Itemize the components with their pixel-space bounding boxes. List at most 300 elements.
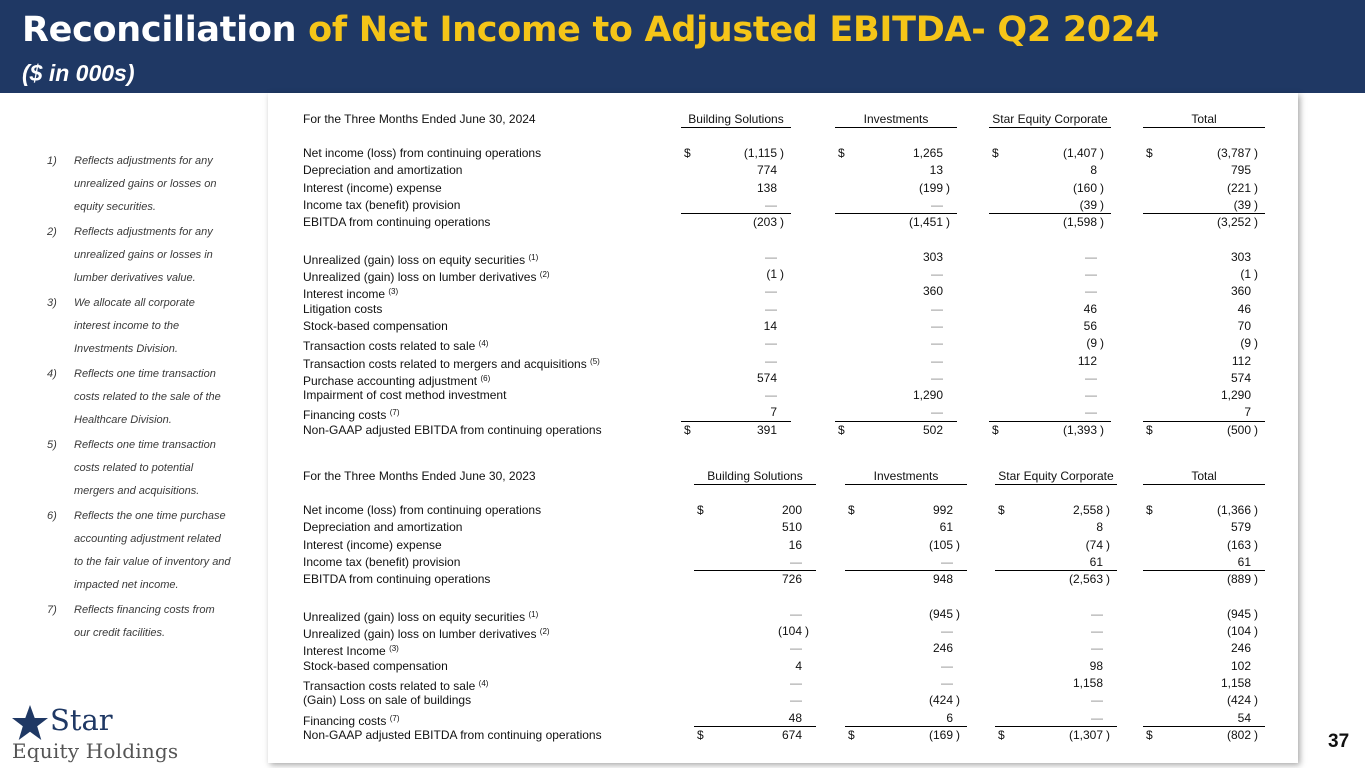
footnote-item bbox=[47, 221, 232, 290]
row-label: Interest (income) expense bbox=[303, 537, 442, 552]
value-cell bbox=[989, 301, 1111, 318]
cell-value: — bbox=[790, 693, 802, 708]
row-label: Unrealized (gain) loss on equity securities $^{(1)}$ bbox=[303, 609, 539, 624]
value-cell bbox=[995, 537, 1117, 554]
row-label: Non-GAAP adjusted EBITDA from continuing operations bbox=[303, 422, 602, 437]
currency-symbol: $ bbox=[838, 422, 845, 437]
cell-value: (105 bbox=[928, 537, 953, 552]
footnote-ref: (7) bbox=[389, 408, 400, 418]
cell-value: 70 bbox=[1237, 318, 1251, 333]
star-equity-logo bbox=[10, 703, 185, 765]
value-cell bbox=[1143, 606, 1265, 623]
cell-value: (163 bbox=[1226, 537, 1251, 552]
closing-paren: ) bbox=[1100, 336, 1104, 351]
row-label: Interest Income $^{(3)}$ bbox=[303, 644, 399, 659]
value-cell bbox=[681, 387, 791, 404]
cell-value: — bbox=[1085, 284, 1097, 299]
cell-value: (1,451 bbox=[908, 215, 943, 230]
table-row bbox=[303, 197, 1265, 214]
table-row bbox=[303, 502, 1265, 519]
table-row bbox=[303, 283, 1265, 300]
cell-value: 48 bbox=[788, 710, 802, 725]
value-cell bbox=[1143, 180, 1265, 197]
value-cell bbox=[681, 214, 791, 231]
cell-value: 54 bbox=[1237, 710, 1251, 725]
value-cell bbox=[694, 537, 816, 554]
currency-symbol: $ bbox=[992, 422, 999, 437]
cell-value: (424 bbox=[1226, 693, 1251, 708]
page-title-highlight: of Net Income to Adjusted EBITDA- Q2 2024 bbox=[308, 10, 1159, 50]
value-cell bbox=[845, 502, 967, 519]
cell-value: — bbox=[931, 370, 943, 385]
cell-value: 246 bbox=[932, 641, 953, 656]
table-row bbox=[303, 606, 1265, 623]
closing-paren: ) bbox=[1106, 537, 1110, 552]
cell-value: — bbox=[765, 388, 777, 403]
table-row bbox=[303, 387, 1265, 404]
value-cell bbox=[681, 145, 791, 162]
closing-paren: ) bbox=[1254, 503, 1258, 517]
cell-value: (169 bbox=[928, 727, 953, 742]
value-cell bbox=[681, 197, 791, 214]
footnote-item bbox=[47, 505, 232, 597]
row-label: Income tax (benefit) provision bbox=[303, 554, 461, 569]
closing-paren: ) bbox=[1254, 727, 1258, 742]
value-cell bbox=[835, 335, 957, 352]
period-label: For the Three Months Ended June 30, 2023 bbox=[303, 469, 536, 483]
cell-value: (104 bbox=[1226, 624, 1251, 639]
footnote-ref: (2) bbox=[539, 270, 550, 280]
closing-paren: ) bbox=[1100, 215, 1104, 230]
table-row bbox=[303, 554, 1265, 571]
closing-paren: ) bbox=[956, 693, 960, 708]
cell-value: (9 bbox=[1086, 336, 1097, 351]
closing-paren: ) bbox=[1106, 727, 1110, 742]
value-cell bbox=[989, 180, 1111, 197]
cell-value: — bbox=[765, 284, 777, 299]
cell-value: (1,393 bbox=[1062, 422, 1097, 437]
row-label: Stock-based compensation bbox=[303, 658, 448, 673]
value-cell bbox=[845, 623, 967, 640]
value-cell bbox=[681, 404, 791, 421]
footnote-text: Reflects adjustments for any unrealized gains or losses in lumber derivatives value. bbox=[74, 226, 213, 284]
currency-symbol: $ bbox=[1146, 146, 1153, 160]
cell-value: 1,158 bbox=[1072, 675, 1103, 690]
row-label: Litigation costs bbox=[303, 301, 383, 316]
cell-value: 98 bbox=[1089, 658, 1103, 673]
currency-symbol: $ bbox=[848, 503, 855, 517]
value-cell bbox=[681, 180, 791, 197]
cell-value: — bbox=[765, 301, 777, 316]
value-cell bbox=[995, 519, 1117, 536]
value-cell bbox=[1143, 710, 1265, 727]
column-header: Investments bbox=[835, 112, 957, 128]
cell-value: — bbox=[1091, 710, 1103, 725]
cell-value: (500 bbox=[1226, 422, 1251, 437]
value-cell bbox=[694, 519, 816, 536]
value-cell bbox=[1143, 502, 1265, 519]
reconciliation-panel bbox=[268, 93, 1298, 763]
value-cell bbox=[845, 675, 967, 692]
cell-value: — bbox=[790, 554, 802, 569]
value-cell bbox=[835, 387, 957, 404]
value-cell bbox=[1143, 370, 1265, 387]
cell-value: 56 bbox=[1083, 318, 1097, 333]
cell-value: (802 bbox=[1226, 727, 1251, 742]
closing-paren: ) bbox=[956, 606, 960, 621]
row-label: Income tax (benefit) provision bbox=[303, 197, 461, 212]
value-cell bbox=[681, 266, 791, 283]
cell-value: 138 bbox=[756, 180, 777, 195]
cell-value: — bbox=[931, 267, 943, 282]
value-cell bbox=[989, 335, 1111, 352]
logo-line-2: Equity Holdings bbox=[12, 739, 179, 763]
cell-value: — bbox=[1091, 641, 1103, 656]
closing-paren: ) bbox=[946, 180, 950, 195]
cell-value: (1,407 bbox=[1062, 146, 1097, 160]
cell-value: 1,265 bbox=[912, 146, 943, 160]
value-cell bbox=[995, 640, 1117, 657]
cell-value: 14 bbox=[763, 318, 777, 333]
cell-value: 2,558 bbox=[1072, 503, 1103, 517]
cell-value: — bbox=[931, 405, 943, 420]
value-cell bbox=[1143, 197, 1265, 214]
row-label: Non-GAAP adjusted EBITDA from continuing operations bbox=[303, 727, 602, 742]
footnote-number: 5) bbox=[47, 439, 57, 451]
cell-value: — bbox=[1085, 267, 1097, 282]
value-cell bbox=[681, 283, 791, 300]
cell-value: — bbox=[765, 249, 777, 264]
cell-value: — bbox=[790, 675, 802, 690]
closing-paren: ) bbox=[1254, 197, 1258, 212]
value-cell bbox=[845, 710, 967, 727]
cell-value: 1,290 bbox=[912, 388, 943, 403]
value-cell bbox=[681, 422, 791, 439]
value-cell bbox=[694, 675, 816, 692]
footnote-item bbox=[47, 292, 232, 361]
cell-value: (221 bbox=[1226, 180, 1251, 195]
cell-value: (945 bbox=[928, 606, 953, 621]
currency-symbol: $ bbox=[998, 503, 1005, 517]
star-icon bbox=[10, 703, 50, 743]
value-cell bbox=[694, 554, 816, 571]
cell-value: (3,787 bbox=[1216, 146, 1251, 160]
value-cell bbox=[989, 249, 1111, 266]
footnote-item bbox=[47, 363, 232, 432]
closing-paren: ) bbox=[1100, 197, 1104, 212]
value-cell bbox=[1143, 335, 1265, 352]
value-cell bbox=[1143, 145, 1265, 162]
cell-value: (1,598 bbox=[1062, 215, 1097, 230]
table-row bbox=[303, 145, 1265, 162]
table-row bbox=[303, 404, 1265, 421]
cell-value: 16 bbox=[788, 537, 802, 552]
page-subtitle: ($ in 000s) bbox=[22, 60, 135, 86]
value-cell bbox=[1143, 554, 1265, 571]
closing-paren: ) bbox=[1254, 693, 1258, 708]
value-cell bbox=[989, 214, 1111, 231]
row-label: Transaction costs related to mergers and acquisitions $^{(5)}$ bbox=[303, 356, 600, 371]
cell-value: 510 bbox=[781, 520, 802, 535]
cell-value: — bbox=[1091, 693, 1103, 708]
currency-symbol: $ bbox=[992, 146, 999, 160]
value-cell bbox=[995, 606, 1117, 623]
cell-value: (1 bbox=[1240, 267, 1251, 282]
value-cell bbox=[835, 370, 957, 387]
value-cell bbox=[1143, 283, 1265, 300]
row-label: Impairment of cost method investment bbox=[303, 388, 507, 403]
value-cell bbox=[845, 658, 967, 675]
footnote-item bbox=[47, 434, 232, 503]
row-label: Stock-based compensation bbox=[303, 318, 448, 333]
row-label: (Gain) Loss on sale of buildings bbox=[303, 693, 472, 708]
row-label: EBITDA from continuing operations bbox=[303, 572, 491, 587]
value-cell bbox=[835, 301, 957, 318]
cell-value: 360 bbox=[922, 284, 943, 299]
table-row bbox=[303, 353, 1265, 370]
closing-paren: ) bbox=[1254, 215, 1258, 230]
footnote-ref: (4) bbox=[478, 678, 489, 688]
value-cell bbox=[681, 162, 791, 179]
value-cell bbox=[995, 675, 1117, 692]
value-cell bbox=[1143, 640, 1265, 657]
row-label: Net income (loss) from continuing operations bbox=[303, 503, 542, 517]
cell-value: 726 bbox=[781, 572, 802, 587]
cell-value: 6 bbox=[946, 710, 953, 725]
value-cell bbox=[835, 318, 957, 335]
value-cell bbox=[1143, 571, 1265, 588]
value-cell bbox=[995, 692, 1117, 709]
cell-value: 579 bbox=[1230, 520, 1251, 535]
value-cell bbox=[694, 727, 816, 744]
cell-value: (1,115 bbox=[743, 146, 777, 160]
table-row bbox=[303, 318, 1265, 335]
cell-value: 502 bbox=[922, 422, 943, 437]
currency-symbol: $ bbox=[1146, 422, 1153, 437]
value-cell bbox=[835, 180, 957, 197]
value-cell bbox=[1143, 623, 1265, 640]
closing-paren: ) bbox=[1100, 422, 1104, 437]
cell-value: 674 bbox=[781, 727, 802, 742]
table-row bbox=[303, 266, 1265, 283]
page-title: Reconciliation of Net Income to Adjusted EBITDA- Q2 2024 bbox=[22, 10, 1159, 50]
closing-paren: ) bbox=[1254, 180, 1258, 195]
footnote-text: We allocate all corporate interest income to the Investments Division. bbox=[74, 297, 195, 355]
cell-value: — bbox=[931, 301, 943, 316]
cell-value: (39 bbox=[1079, 197, 1097, 212]
value-cell bbox=[835, 249, 957, 266]
footnote-ref: (3) bbox=[389, 644, 399, 654]
cell-value: (889 bbox=[1226, 572, 1251, 587]
footnote-item bbox=[47, 150, 232, 219]
closing-paren: ) bbox=[1100, 180, 1104, 195]
cell-value: 795 bbox=[1230, 163, 1251, 178]
cell-value: (424 bbox=[928, 693, 953, 708]
closing-paren: ) bbox=[805, 624, 809, 639]
footnote-ref: (3) bbox=[388, 287, 399, 297]
value-cell bbox=[835, 283, 957, 300]
logo-line-1: Star bbox=[50, 703, 113, 737]
value-cell bbox=[681, 370, 791, 387]
value-cell bbox=[1143, 537, 1265, 554]
cell-value: — bbox=[765, 336, 777, 351]
cell-value: 200 bbox=[781, 503, 802, 517]
closing-paren: ) bbox=[1254, 537, 1258, 552]
closing-paren: ) bbox=[780, 215, 784, 230]
cell-value: (199 bbox=[918, 180, 943, 195]
closing-paren: ) bbox=[1254, 606, 1258, 621]
cell-value: — bbox=[1085, 388, 1097, 403]
closing-paren: ) bbox=[780, 146, 784, 160]
value-cell bbox=[1143, 404, 1265, 421]
cell-value: — bbox=[765, 197, 777, 212]
value-cell bbox=[681, 353, 791, 370]
value-cell bbox=[694, 623, 816, 640]
column-header: Star Equity Corporate bbox=[995, 469, 1117, 485]
table-row bbox=[303, 180, 1265, 197]
table-row bbox=[303, 658, 1265, 675]
currency-symbol: $ bbox=[697, 727, 704, 742]
footnote-text: Reflects the one time purchase accounting adjustment related to the fair value of inventory and impacted net income. bbox=[74, 510, 231, 591]
cell-value: 7 bbox=[1244, 405, 1251, 420]
value-cell bbox=[989, 266, 1111, 283]
currency-symbol: $ bbox=[998, 727, 1005, 742]
cell-value: 360 bbox=[1230, 284, 1251, 299]
currency-symbol: $ bbox=[1146, 503, 1153, 517]
value-cell bbox=[989, 370, 1111, 387]
table-row bbox=[303, 571, 1265, 588]
title-banner bbox=[0, 0, 1365, 93]
spacer-row bbox=[303, 231, 1265, 248]
closing-paren: ) bbox=[946, 215, 950, 230]
closing-paren: ) bbox=[1254, 267, 1258, 282]
currency-symbol: $ bbox=[1146, 727, 1153, 742]
cell-value: 112 bbox=[1077, 353, 1097, 368]
value-cell bbox=[845, 519, 967, 536]
value-cell bbox=[835, 197, 957, 214]
cell-value: 303 bbox=[1230, 249, 1251, 264]
value-cell bbox=[989, 387, 1111, 404]
closing-paren: ) bbox=[1106, 503, 1110, 517]
cell-value: — bbox=[941, 675, 953, 690]
cell-value: — bbox=[1085, 405, 1097, 420]
currency-symbol: $ bbox=[684, 422, 691, 437]
closing-paren: ) bbox=[1254, 146, 1258, 160]
column-header: Building Solutions bbox=[694, 469, 816, 485]
cell-value: (1 bbox=[766, 267, 777, 282]
cell-value: 61 bbox=[1237, 554, 1251, 569]
table-row bbox=[303, 335, 1265, 352]
cell-value: (74 bbox=[1085, 537, 1103, 552]
cell-value: — bbox=[941, 624, 953, 639]
value-cell bbox=[694, 640, 816, 657]
closing-paren: ) bbox=[956, 537, 960, 552]
cell-value: — bbox=[1085, 370, 1097, 385]
cell-value: (160 bbox=[1072, 180, 1097, 195]
cell-value: — bbox=[931, 336, 943, 351]
cell-value: 8 bbox=[1096, 520, 1103, 535]
footnote-number: 3) bbox=[47, 297, 57, 309]
cell-value: 1,290 bbox=[1220, 388, 1251, 403]
value-cell bbox=[835, 404, 957, 421]
column-header: Total bbox=[1143, 112, 1265, 128]
cell-value: 61 bbox=[939, 520, 953, 535]
row-label: Unrealized (gain) loss on lumber derivatives $^{(2)}$ bbox=[303, 270, 550, 285]
cell-value: 303 bbox=[922, 249, 943, 264]
cell-value: 574 bbox=[756, 370, 777, 385]
value-cell bbox=[1143, 162, 1265, 179]
cell-value: (104 bbox=[777, 624, 802, 639]
value-cell bbox=[1143, 675, 1265, 692]
footnote-ref: (1) bbox=[528, 609, 539, 619]
value-cell bbox=[845, 692, 967, 709]
row-label: Depreciation and amortization bbox=[303, 520, 463, 535]
value-cell bbox=[989, 162, 1111, 179]
closing-paren: ) bbox=[1100, 146, 1104, 160]
cell-value: — bbox=[941, 658, 953, 673]
cell-value: — bbox=[931, 353, 943, 368]
value-cell bbox=[1143, 249, 1265, 266]
cell-value: (39 bbox=[1233, 197, 1251, 212]
footnote-number: 6) bbox=[47, 510, 57, 522]
footnote-text: Reflects financing costs from our credit facilities. bbox=[74, 604, 215, 639]
value-cell bbox=[681, 301, 791, 318]
cell-value: (9 bbox=[1240, 336, 1251, 351]
value-cell bbox=[995, 571, 1117, 588]
value-cell bbox=[681, 249, 791, 266]
table-row bbox=[303, 727, 1265, 744]
cell-value: (203 bbox=[752, 215, 777, 230]
value-cell bbox=[835, 145, 957, 162]
value-cell bbox=[989, 283, 1111, 300]
cell-value: — bbox=[1091, 606, 1103, 621]
cell-value: — bbox=[1085, 249, 1097, 264]
value-cell bbox=[989, 318, 1111, 335]
table-q2-2023 bbox=[303, 450, 1265, 744]
value-cell bbox=[989, 197, 1111, 214]
value-cell bbox=[1143, 266, 1265, 283]
value-cell bbox=[681, 318, 791, 335]
table-row bbox=[303, 519, 1265, 536]
cell-value: 102 bbox=[1230, 658, 1251, 673]
value-cell bbox=[845, 727, 967, 744]
table-row bbox=[303, 301, 1265, 318]
cell-value: 948 bbox=[932, 572, 953, 587]
value-cell bbox=[835, 266, 957, 283]
cell-value: (3,252 bbox=[1216, 215, 1251, 230]
row-label: Transaction costs related to sale $^{(4)}$ bbox=[303, 678, 489, 693]
cell-value: 992 bbox=[932, 503, 953, 517]
value-cell bbox=[1143, 727, 1265, 744]
cell-value: 391 bbox=[756, 422, 777, 437]
cell-value: 774 bbox=[756, 163, 777, 178]
value-cell bbox=[694, 606, 816, 623]
row-label: Depreciation and amortization bbox=[303, 163, 463, 178]
table-row bbox=[303, 537, 1265, 554]
value-cell bbox=[995, 623, 1117, 640]
cell-value: 7 bbox=[770, 405, 777, 420]
cell-value: — bbox=[1091, 624, 1103, 639]
value-cell bbox=[1143, 422, 1265, 439]
row-label: Unrealized (gain) loss on lumber derivatives $^{(2)}$ bbox=[303, 627, 550, 642]
cell-value: (945 bbox=[1226, 606, 1251, 621]
cell-value: — bbox=[765, 353, 777, 368]
closing-paren: ) bbox=[780, 267, 784, 282]
cell-value: (1,307 bbox=[1068, 727, 1103, 742]
table-row bbox=[303, 675, 1265, 692]
cell-value: 246 bbox=[1230, 641, 1251, 656]
table-row bbox=[303, 162, 1265, 179]
